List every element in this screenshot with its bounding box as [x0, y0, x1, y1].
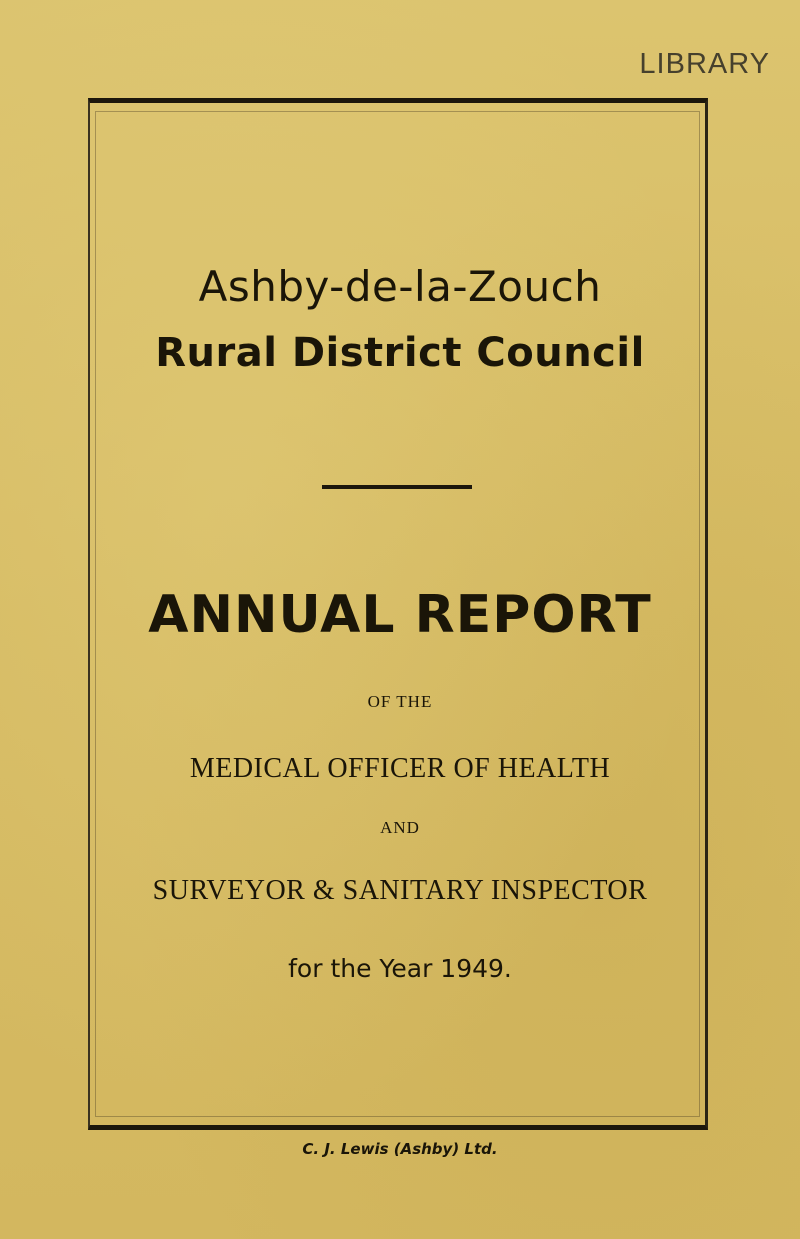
printer-credit: C. J. Lewis (Ashby) Ltd.	[302, 1140, 498, 1158]
surveyor-title: SURVEYOR & SANITARY INSPECTOR	[152, 875, 648, 906]
title-divider	[322, 485, 472, 489]
report-year: for the Year 1949.	[288, 954, 512, 983]
council-place: Ashby-de-la-Zouch	[198, 262, 602, 311]
council-name: Rural District Council	[155, 330, 645, 376]
officer-title: MEDICAL OFFICER OF HEALTH	[189, 753, 611, 784]
of-the-label: OF THE	[367, 692, 433, 711]
library-stamp: LIBRARY	[639, 48, 770, 80]
and-label: AND	[380, 818, 420, 837]
report-heading: ANNUAL REPORT	[148, 585, 652, 645]
